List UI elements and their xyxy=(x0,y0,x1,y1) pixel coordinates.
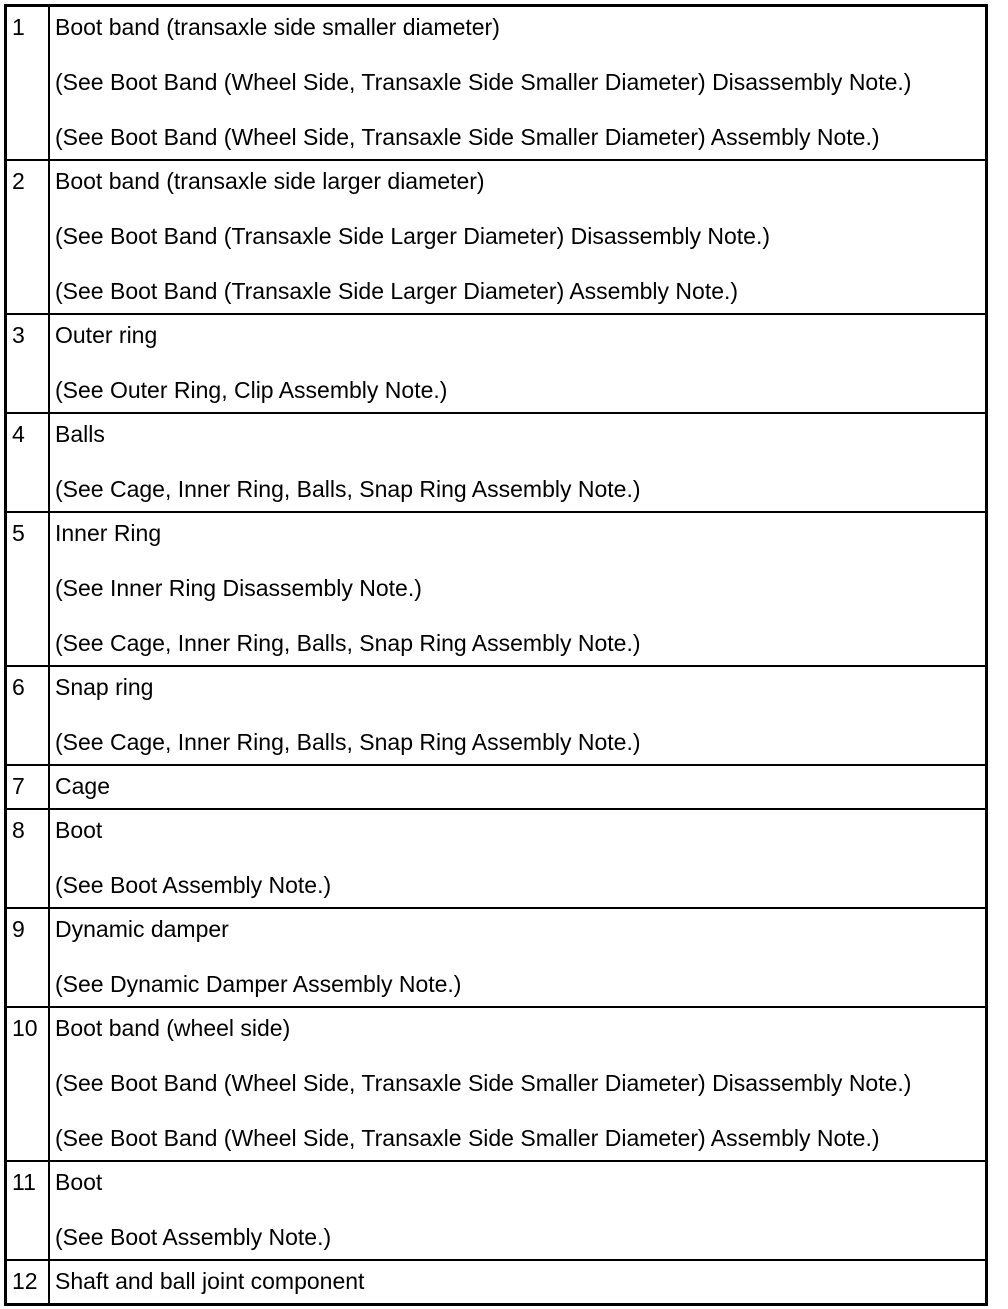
part-number-text: 11 xyxy=(12,1169,36,1195)
reference-note: (See Outer Ring, Clip Assembly Note.) xyxy=(55,377,448,403)
table-row xyxy=(6,666,987,765)
part-description xyxy=(49,1260,987,1305)
parts-table-body xyxy=(6,6,987,1305)
part-number xyxy=(6,1260,50,1305)
table-row xyxy=(6,1007,987,1161)
table-row xyxy=(6,413,987,512)
part-number xyxy=(6,809,50,908)
reference-note: (See Boot Band (Wheel Side, Transaxle Side Smaller Diameter) Assembly Note.) xyxy=(55,124,880,150)
part-name: Dynamic damper xyxy=(55,916,229,942)
part-name: Boot band (transaxle side larger diameter) xyxy=(55,168,485,194)
part-number xyxy=(6,314,50,413)
reference-note: (See Cage, Inner Ring, Balls, Snap Ring Assembly Note.) xyxy=(55,729,641,755)
part-name: Cage xyxy=(55,773,110,799)
part-number xyxy=(6,160,50,314)
part-number xyxy=(6,512,50,666)
reference-note: (See Boot Band (Transaxle Side Larger Diameter) Disassembly Note.) xyxy=(55,223,770,249)
table-row xyxy=(6,908,987,1007)
reference-note: (See Inner Ring Disassembly Note.) xyxy=(55,575,422,601)
part-description xyxy=(49,160,987,314)
table-row xyxy=(6,512,987,666)
part-number-text: 6 xyxy=(12,674,25,700)
reference-note: (See Boot Assembly Note.) xyxy=(55,872,332,898)
part-name: Boot band (transaxle side smaller diameter) xyxy=(55,14,500,40)
table-row xyxy=(6,314,987,413)
part-number xyxy=(6,666,50,765)
table-row xyxy=(6,1161,987,1260)
part-description xyxy=(49,6,987,161)
part-number-text: 10 xyxy=(12,1015,38,1041)
part-name: Boot band (wheel side) xyxy=(55,1015,291,1041)
part-number-text: 5 xyxy=(12,520,25,546)
table-row xyxy=(6,1260,987,1305)
part-description xyxy=(49,809,987,908)
reference-note: (See Boot Band (Wheel Side, Transaxle Side Smaller Diameter) Disassembly Note.) xyxy=(55,1070,912,1096)
part-number-text: 3 xyxy=(12,322,25,348)
reference-note: (See Boot Band (Wheel Side, Transaxle Side Smaller Diameter) Disassembly Note.) xyxy=(55,69,912,95)
table-row xyxy=(6,6,987,161)
part-number xyxy=(6,908,50,1007)
reference-note: (See Boot Band (Wheel Side, Transaxle Side Smaller Diameter) Assembly Note.) xyxy=(55,1125,880,1151)
parts-table xyxy=(4,4,988,1306)
part-description xyxy=(49,666,987,765)
part-number-text: 8 xyxy=(12,817,25,843)
part-description xyxy=(49,1161,987,1260)
part-name: Inner Ring xyxy=(55,520,162,546)
part-name: Boot xyxy=(55,1169,103,1195)
reference-note: (See Boot Band (Transaxle Side Larger Diameter) Assembly Note.) xyxy=(55,278,739,304)
part-number xyxy=(6,1161,50,1260)
part-name: Snap ring xyxy=(55,674,154,700)
part-name: Balls xyxy=(55,421,105,447)
part-number xyxy=(6,1007,50,1161)
part-number xyxy=(6,6,50,161)
reference-note: (See Boot Assembly Note.) xyxy=(55,1224,332,1250)
part-number xyxy=(6,413,50,512)
part-number-text: 2 xyxy=(12,168,25,194)
table-row xyxy=(6,160,987,314)
part-name: Shaft and ball joint component xyxy=(55,1268,365,1294)
part-description xyxy=(49,512,987,666)
part-number-text: 4 xyxy=(12,421,25,447)
reference-note: (See Dynamic Damper Assembly Note.) xyxy=(55,971,462,997)
reference-note: (See Cage, Inner Ring, Balls, Snap Ring Assembly Note.) xyxy=(55,630,641,656)
table-row xyxy=(6,809,987,908)
part-description xyxy=(49,413,987,512)
part-number-text: 7 xyxy=(12,773,25,799)
part-number-text: 12 xyxy=(12,1268,38,1294)
part-description xyxy=(49,1007,987,1161)
part-name: Outer ring xyxy=(55,322,158,348)
part-name: Boot xyxy=(55,817,103,843)
part-number-text: 9 xyxy=(12,916,25,942)
part-number-text: 1 xyxy=(12,14,25,40)
part-description xyxy=(49,314,987,413)
part-description xyxy=(49,908,987,1007)
reference-note: (See Cage, Inner Ring, Balls, Snap Ring Assembly Note.) xyxy=(55,476,641,502)
